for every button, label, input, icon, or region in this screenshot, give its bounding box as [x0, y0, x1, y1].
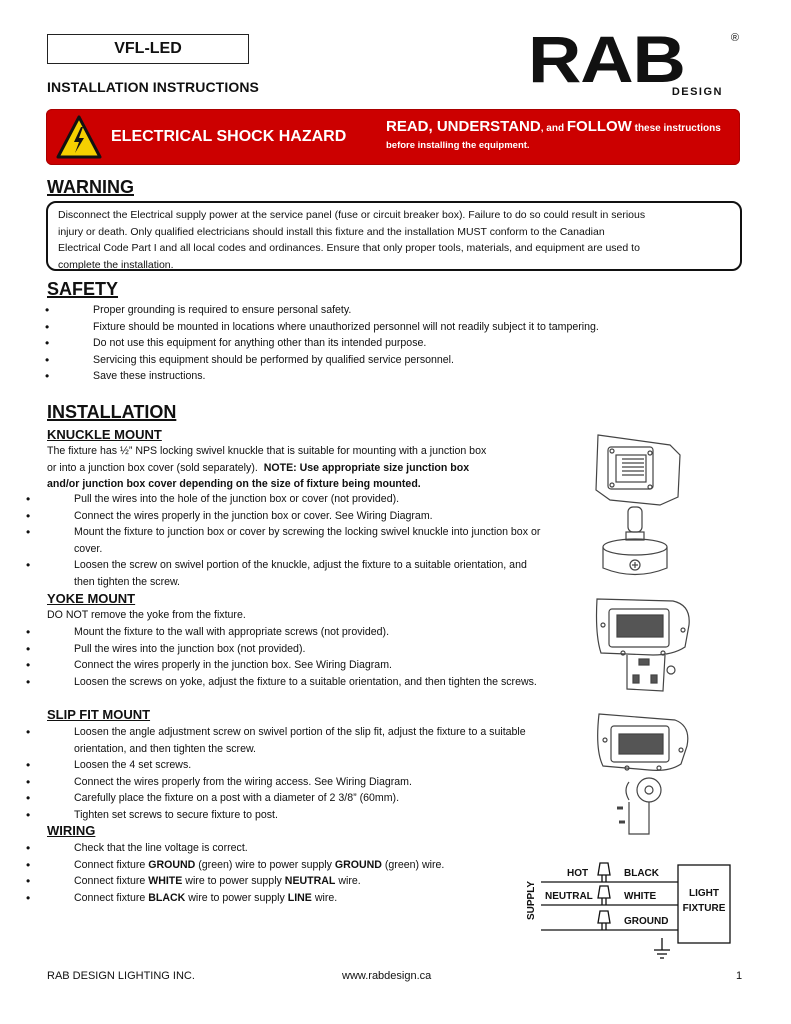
fixture-label-line2: FIXTURE	[682, 903, 726, 914]
wiring-list	[74, 840, 534, 906]
ground-symbol-icon	[654, 938, 670, 958]
registered-mark: ®	[730, 32, 739, 44]
knuckle-mount-list	[74, 491, 544, 590]
footer-company: RAB DESIGN LIGHTING INC.	[47, 970, 195, 982]
warning-line: Disconnect the Electrical supply power at the service panel (fuse or circuit breaker box). Failure to do so could result in serious	[58, 209, 646, 221]
yoke-mount-illustration	[593, 595, 693, 695]
white-label: WHITE	[624, 891, 657, 902]
hazard-instruction-line1	[386, 118, 721, 135]
hazard-title: ELECTRICAL SHOCK HAZARD	[111, 128, 347, 145]
these-instructions-text: these instructions	[631, 123, 721, 134]
installation-heading: INSTALLATION	[47, 402, 177, 422]
list-item: • Save these instructions.	[93, 368, 713, 385]
list-item: • Connect fixture WHITE wire to power supply NEUTRAL wire.	[74, 873, 534, 890]
list-item: • Do not use this equipment for anything other than its intended purpose.	[93, 335, 713, 352]
list-item: • Tighten set screws to secure fixture to post.	[74, 807, 554, 824]
supply-label: SUPPLY	[526, 880, 537, 920]
knuckle-mount-illustration	[590, 425, 685, 585]
warning-heading: WARNING	[47, 177, 134, 197]
neutral-label: NEUTRAL	[545, 891, 593, 902]
list-item: • Loosen the angle adjustment screw on swivel portion of the slip fit, adjust the fixture to a suitable orientation, and then tighten the screw.	[74, 724, 554, 757]
ground-label: GROUND	[624, 916, 669, 927]
page-number: 1	[736, 970, 743, 982]
hot-label: HOT	[567, 868, 589, 879]
document-title: INSTALLATION INSTRUCTIONS	[47, 79, 259, 95]
wire-nut-icon	[598, 863, 610, 882]
warning-box	[46, 201, 742, 271]
intro-line: The fixture has ½” NPS locking swivel knuckle that is suitable for mounting with a junction box	[47, 445, 487, 457]
yoke-mount-intro: DO NOT remove the yoke from the fixture.	[47, 609, 246, 621]
logo-subtext: DESIGN	[671, 86, 723, 98]
list-item: • Connect fixture GROUND (green) wire to power supply GROUND (green) wire.	[74, 857, 534, 874]
warning-line: injury or death. Only qualified electricians should install this fixture and the installation MUST conform to the Canadian	[58, 225, 605, 238]
safety-list	[93, 302, 713, 385]
list-item: • Pull the wires into the hole of the junction box or cover (not provided).	[74, 491, 544, 508]
warning-line: complete the installation.	[58, 258, 174, 271]
black-label: BLACK	[624, 868, 659, 879]
intro-text: or into a junction box cover (sold separately).	[47, 461, 264, 474]
list-item: • Carefully place the fixture on a post with a diameter of 2 3/8” (60mm).	[74, 790, 554, 807]
list-item: • Connect fixture BLACK wire to power supply LINE wire.	[74, 890, 534, 907]
list-item: • Mount the fixture to the wall with appropriate screws (not provided).	[74, 624, 544, 641]
note-text: NOTE: Use appropriate size junction box	[263, 461, 470, 474]
list-item: • Connect the wires properly from the wiring access. See Wiring Diagram.	[74, 774, 554, 791]
wire-nut-icon	[598, 886, 610, 905]
list-item: • Loosen the 4 set screws.	[74, 757, 554, 774]
follow-text: FOLLOW	[566, 118, 632, 135]
safety-heading: SAFETY	[47, 279, 119, 299]
read-understand-text: READ, UNDERSTAND	[386, 118, 541, 135]
rab-logo	[528, 22, 743, 102]
knuckle-mount-intro	[47, 443, 547, 493]
list-item: • Servicing this equipment should be performed by qualified service personnel.	[93, 352, 713, 369]
list-item: • Connect the wires properly in the junction box or cover. See Wiring Diagram.	[74, 508, 544, 525]
wiring-heading: WIRING	[47, 823, 96, 838]
list-item: • Mount the fixture to junction box or cover by screwing the locking swivel knuckle into junction box or cover.	[74, 524, 544, 557]
list-item: • Fixture should be mounted in locations where unauthorized personnel will not readily subject it to tampering.	[93, 319, 713, 336]
hazard-banner	[46, 109, 740, 165]
slip-fit-mount-list	[74, 724, 554, 823]
warning-line: Electrical Code Part I and all local codes and ordinances. Ensure that only proper tools, materials, and equipment are used to	[58, 242, 640, 254]
intro-line	[47, 460, 547, 477]
yoke-mount-heading: YOKE MOUNT	[47, 591, 136, 606]
list-item: • Check that the line voltage is correct.	[74, 840, 534, 857]
list-item: • Loosen the screw on swivel portion of the knuckle, adjust the fixture to a suitable orientation, and then tighten the screw.	[74, 557, 544, 590]
list-item: • Pull the wires into the junction box (not provided).	[74, 641, 544, 658]
yoke-mount-list	[74, 624, 544, 690]
knuckle-mount-heading: KNUCKLE MOUNT	[47, 427, 162, 442]
slip-fit-mount-illustration	[593, 710, 693, 840]
and-text: , and	[540, 123, 567, 134]
slip-fit-mount-heading: SLIP FIT MOUNT	[47, 707, 151, 722]
model-number-box	[47, 34, 249, 64]
note-text: and/or junction box cover depending on the size of fixture being mounted.	[47, 478, 421, 490]
fixture-label-line1: LIGHT	[689, 888, 719, 899]
wire-nut-icon	[598, 911, 610, 930]
list-item: • Loosen the screws on yoke, adjust the fixture to a suitable orientation, and then tighten the screws.	[74, 674, 544, 691]
model-number: VFL-LED	[114, 40, 182, 57]
hazard-instruction-line2: before installing the equipment.	[386, 140, 530, 151]
logo-text: RAB	[528, 22, 685, 96]
list-item: • Connect the wires properly in the junction box. See Wiring Diagram.	[74, 657, 544, 674]
wiring-diagram	[520, 858, 740, 963]
list-item: • Proper grounding is required to ensure personal safety.	[93, 302, 713, 319]
footer-website[interactable]: www.rabdesign.ca	[342, 970, 432, 982]
electrical-hazard-icon	[56, 115, 102, 159]
